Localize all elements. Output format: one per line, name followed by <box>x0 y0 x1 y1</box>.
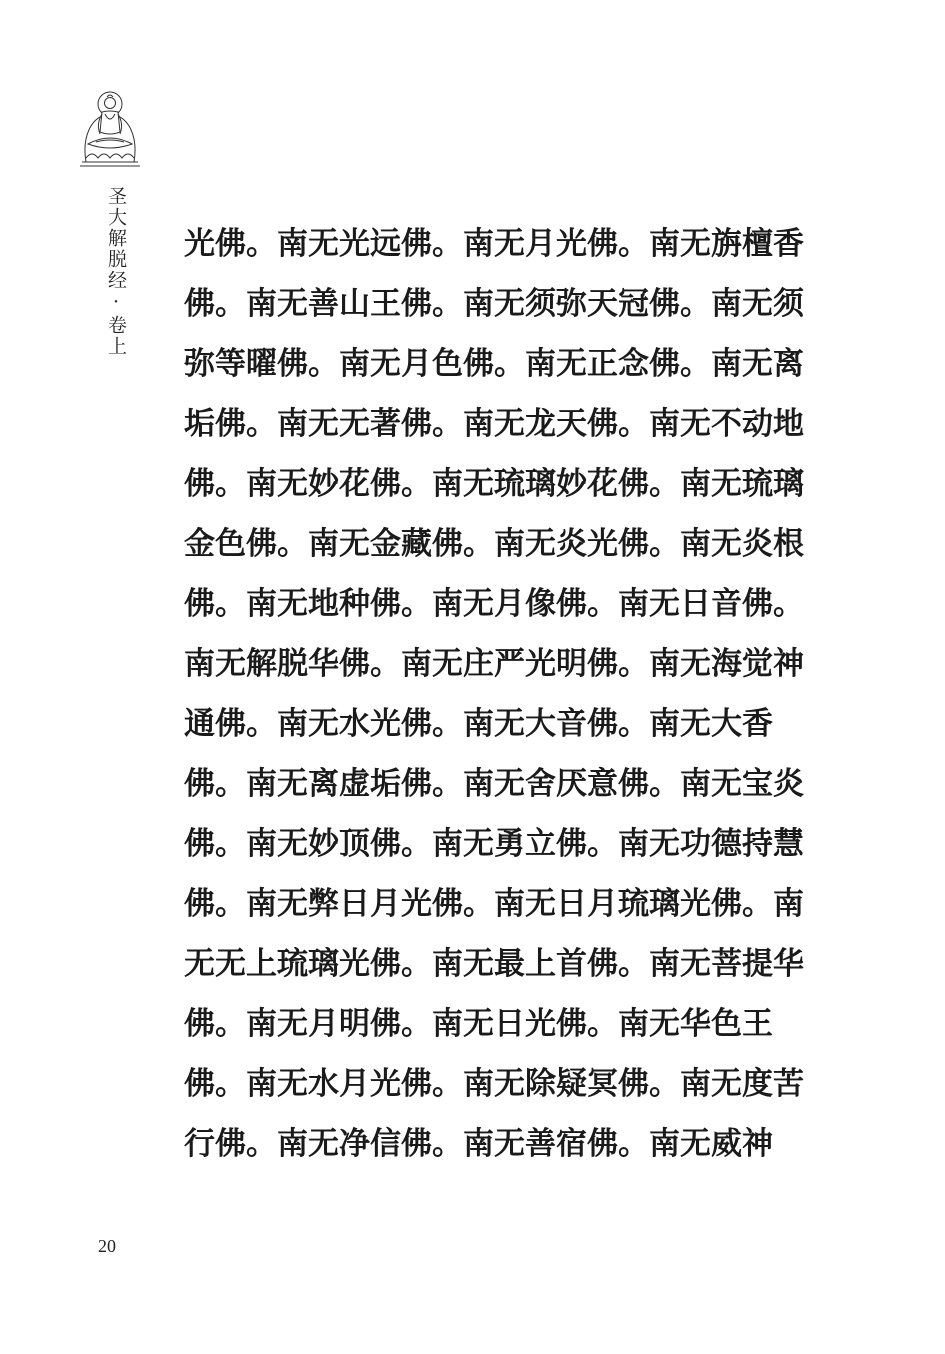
text-line: 南无解脱华佛。南无庄严光明佛。南无海觉神 <box>184 646 804 682</box>
text-line: 光佛。南无光远佛。南无月光佛。南无旃檀香 <box>184 226 804 262</box>
text-line: 垢佛。南无无著佛。南无龙天佛。南无不动地 <box>184 406 804 442</box>
scripture-text <box>184 214 804 1174</box>
text-line: 佛。南无月明佛。南无日光佛。南无华色王 <box>184 1006 773 1042</box>
seated-buddha-icon <box>74 88 146 168</box>
text-line: 佛。南无妙顶佛。南无勇立佛。南无功德持慧 <box>184 826 804 862</box>
text-line: 佛。南无善山王佛。南无须弥天冠佛。南无须 <box>184 286 804 322</box>
text-line: 金色佛。南无金藏佛。南无炎光佛。南无炎根 <box>184 526 804 562</box>
text-line: 佛。南无弊日月光佛。南无日月琉璃光佛。南 <box>184 886 804 922</box>
text-line: 通佛。南无水光佛。南无大音佛。南无大香 <box>184 706 773 742</box>
running-title: 圣大解脱经·卷上 <box>105 186 127 357</box>
text-line: 佛。南无离虚垢佛。南无舍厌意佛。南无宝炎 <box>184 766 804 802</box>
text-line: 佛。南无地种佛。南无月像佛。南无日音佛。 <box>184 586 804 622</box>
text-line: 无无上琉璃光佛。南无最上首佛。南无菩提华 <box>184 946 804 982</box>
text-line: 佛。南无妙花佛。南无琉璃妙花佛。南无琉璃 <box>184 466 804 502</box>
text-line: 佛。南无水月光佛。南无除疑冥佛。南无度苦 <box>184 1066 804 1102</box>
text-line: 弥等曜佛。南无月色佛。南无正念佛。南无离 <box>184 346 804 382</box>
text-line: 行佛。南无净信佛。南无善宿佛。南无威神 <box>184 1126 773 1162</box>
page-number: 20 <box>98 1236 116 1256</box>
